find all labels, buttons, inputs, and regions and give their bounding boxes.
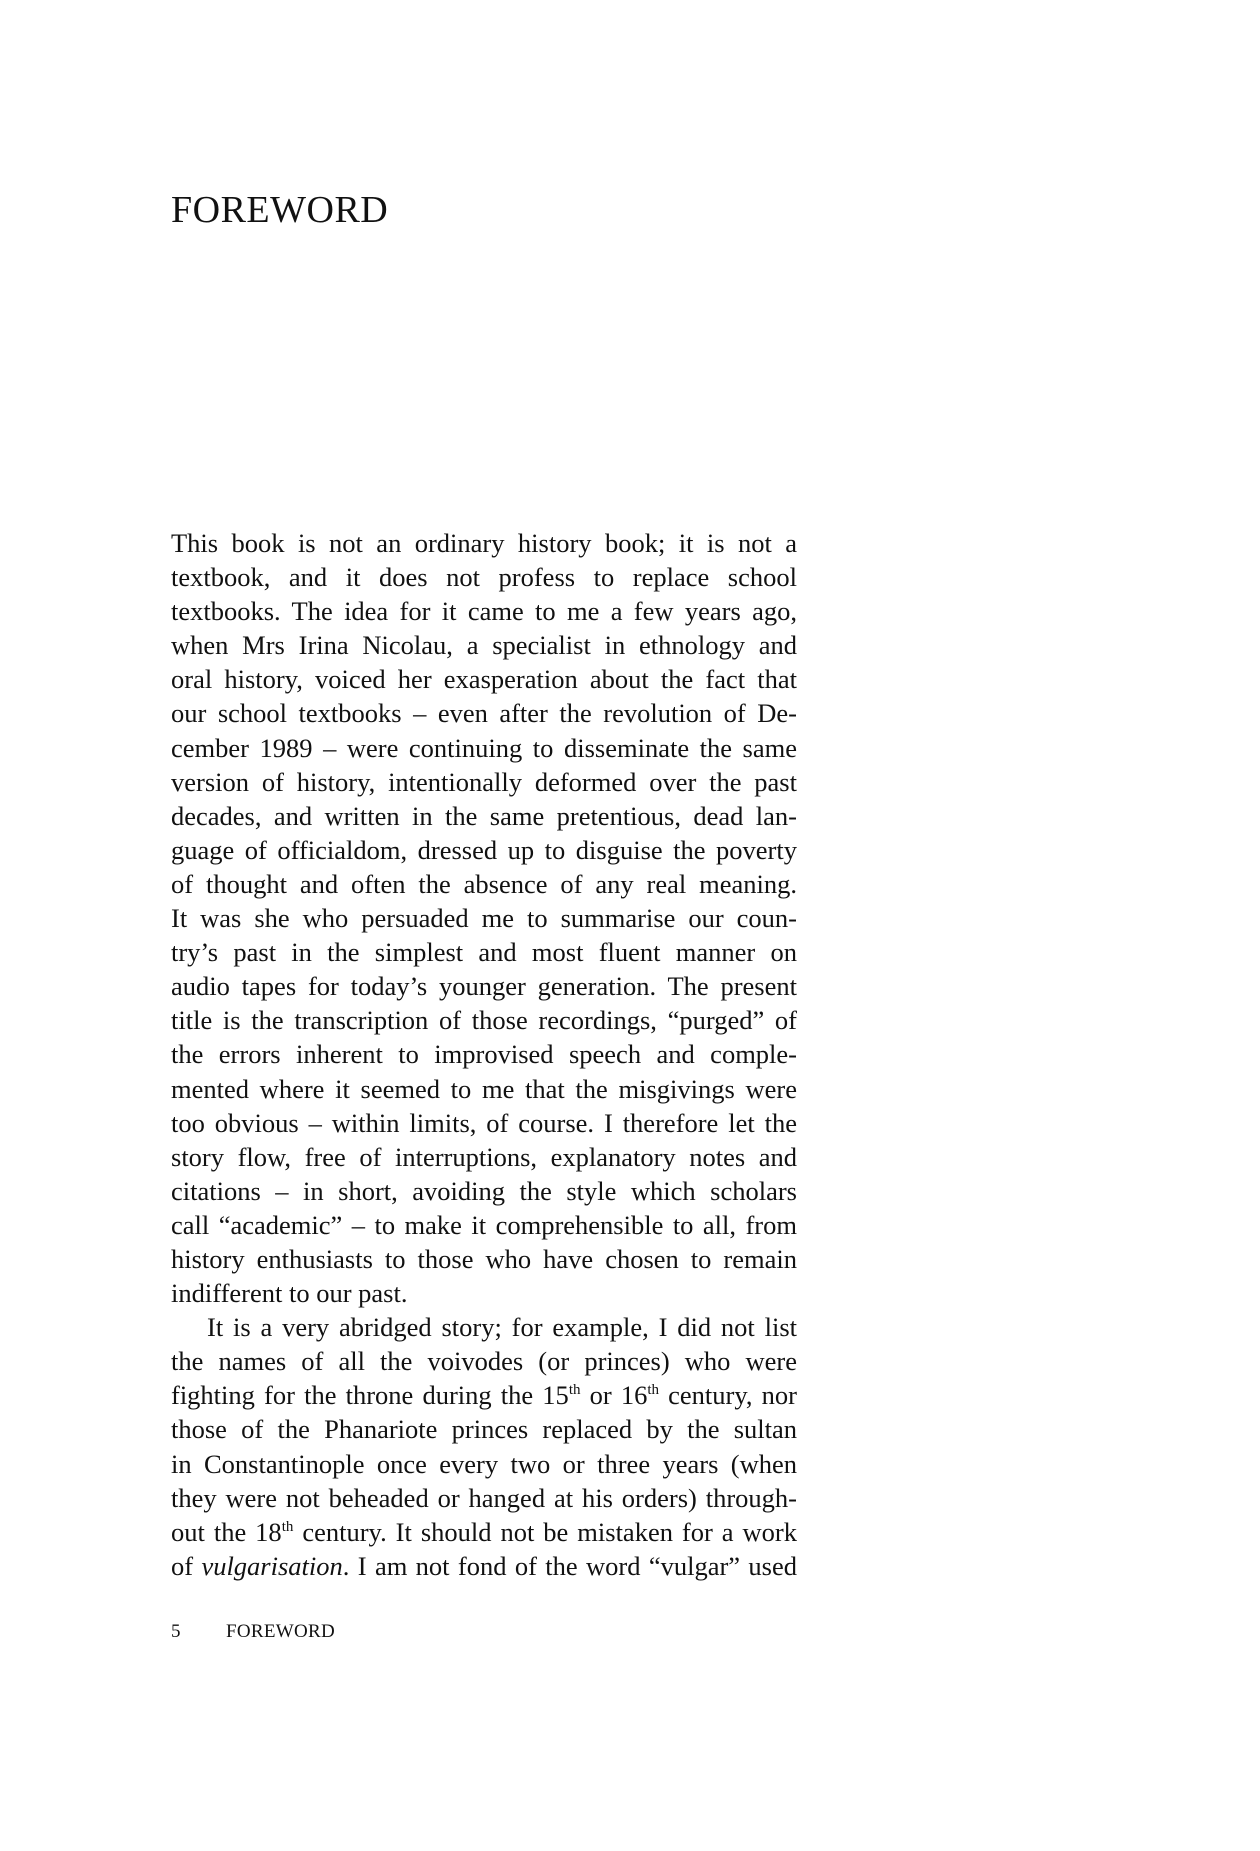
text-fragment: of — [171, 1550, 202, 1581]
running-head: FOREWORD — [226, 1621, 336, 1642]
text-line: It was she who persuaded me to summarise our coun- — [171, 903, 797, 934]
page-footer — [171, 1620, 335, 1644]
ordinal-suffix: th — [568, 1382, 581, 1399]
text-line: audio tapes for today’s younger generation. The present — [171, 971, 797, 1002]
text-line: of thought and often the absence of any real meaning. — [171, 868, 797, 899]
text-fragment: fighting for the throne during the 15 — [171, 1380, 569, 1411]
ordinal-suffix: th — [281, 1518, 294, 1535]
text-line — [171, 1378, 797, 1412]
text-line: mented where it seemed to me that the misgivings were — [171, 1073, 797, 1104]
text-line: decades, and written in the same pretentious, dead lan- — [171, 800, 797, 831]
text-line: It is a very abridged story; for example, I did not list — [207, 1312, 797, 1343]
text-line: textbooks. The idea for it came to me a few years ago, — [171, 596, 797, 627]
page-number: 5 — [171, 1621, 181, 1642]
text-line: story flow, free of interruptions, explanatory notes and — [171, 1141, 797, 1172]
text-line: This book is not an ordinary history book; it is not a — [171, 528, 797, 558]
text-line: indifferent to our past. — [171, 1278, 408, 1309]
text-line: cember 1989 – were continuing to disseminate the same — [171, 732, 797, 763]
text-fragment: century, nor — [659, 1380, 797, 1411]
ordinal-suffix: th — [647, 1382, 660, 1399]
text-line: the names of all the voivodes (or princes) who were — [171, 1346, 797, 1377]
text-line: the errors inherent to improvised speech and comple- — [171, 1039, 797, 1070]
text-line: citations – in short, avoiding the style which scholars — [171, 1175, 797, 1206]
text-line — [171, 1549, 797, 1583]
text-line — [171, 1515, 797, 1549]
text-line: when Mrs Irina Nicolau, a specialist in ethnology and — [171, 630, 797, 661]
text-line: in Constantinople once every two or three years (when — [171, 1448, 797, 1479]
text-fragment: . I am not fond of the word “vulgar” used — [342, 1550, 797, 1581]
text-line: our school textbooks – even after the revolution of De- — [171, 698, 797, 729]
text-line: title is the transcription of those recordings, “purged” of — [171, 1005, 797, 1036]
emphasized-word: vulgarisation — [201, 1550, 343, 1581]
text-fragment: or 16 — [580, 1380, 648, 1411]
text-fragment: out the 18 — [171, 1516, 282, 1547]
text-line: oral history, voiced her exasperation about the fact that — [171, 664, 797, 695]
text-line: those of the Phanariote princes replaced by the sultan — [171, 1414, 797, 1445]
text-line: textbook, and it does not profess to replace school — [171, 562, 797, 593]
text-fragment: century. It should not be mistaken for a work — [293, 1516, 797, 1547]
text-line: call “academic” – to make it comprehensible to all, from — [171, 1209, 797, 1240]
body-text — [171, 526, 797, 1583]
text-line: version of history, intentionally deformed over the past — [171, 766, 797, 797]
chapter-title: FOREWORD — [171, 189, 389, 231]
text-line: guage of officialdom, dressed up to disguise the poverty — [171, 834, 797, 865]
text-line: they were not beheaded or hanged at his orders) through- — [171, 1482, 797, 1513]
text-line: history enthusiasts to those who have chosen to remain — [171, 1243, 797, 1274]
text-line: try’s past in the simplest and most fluent manner on — [171, 937, 797, 968]
text-line: too obvious – within limits, of course. I therefore let the — [171, 1107, 797, 1138]
